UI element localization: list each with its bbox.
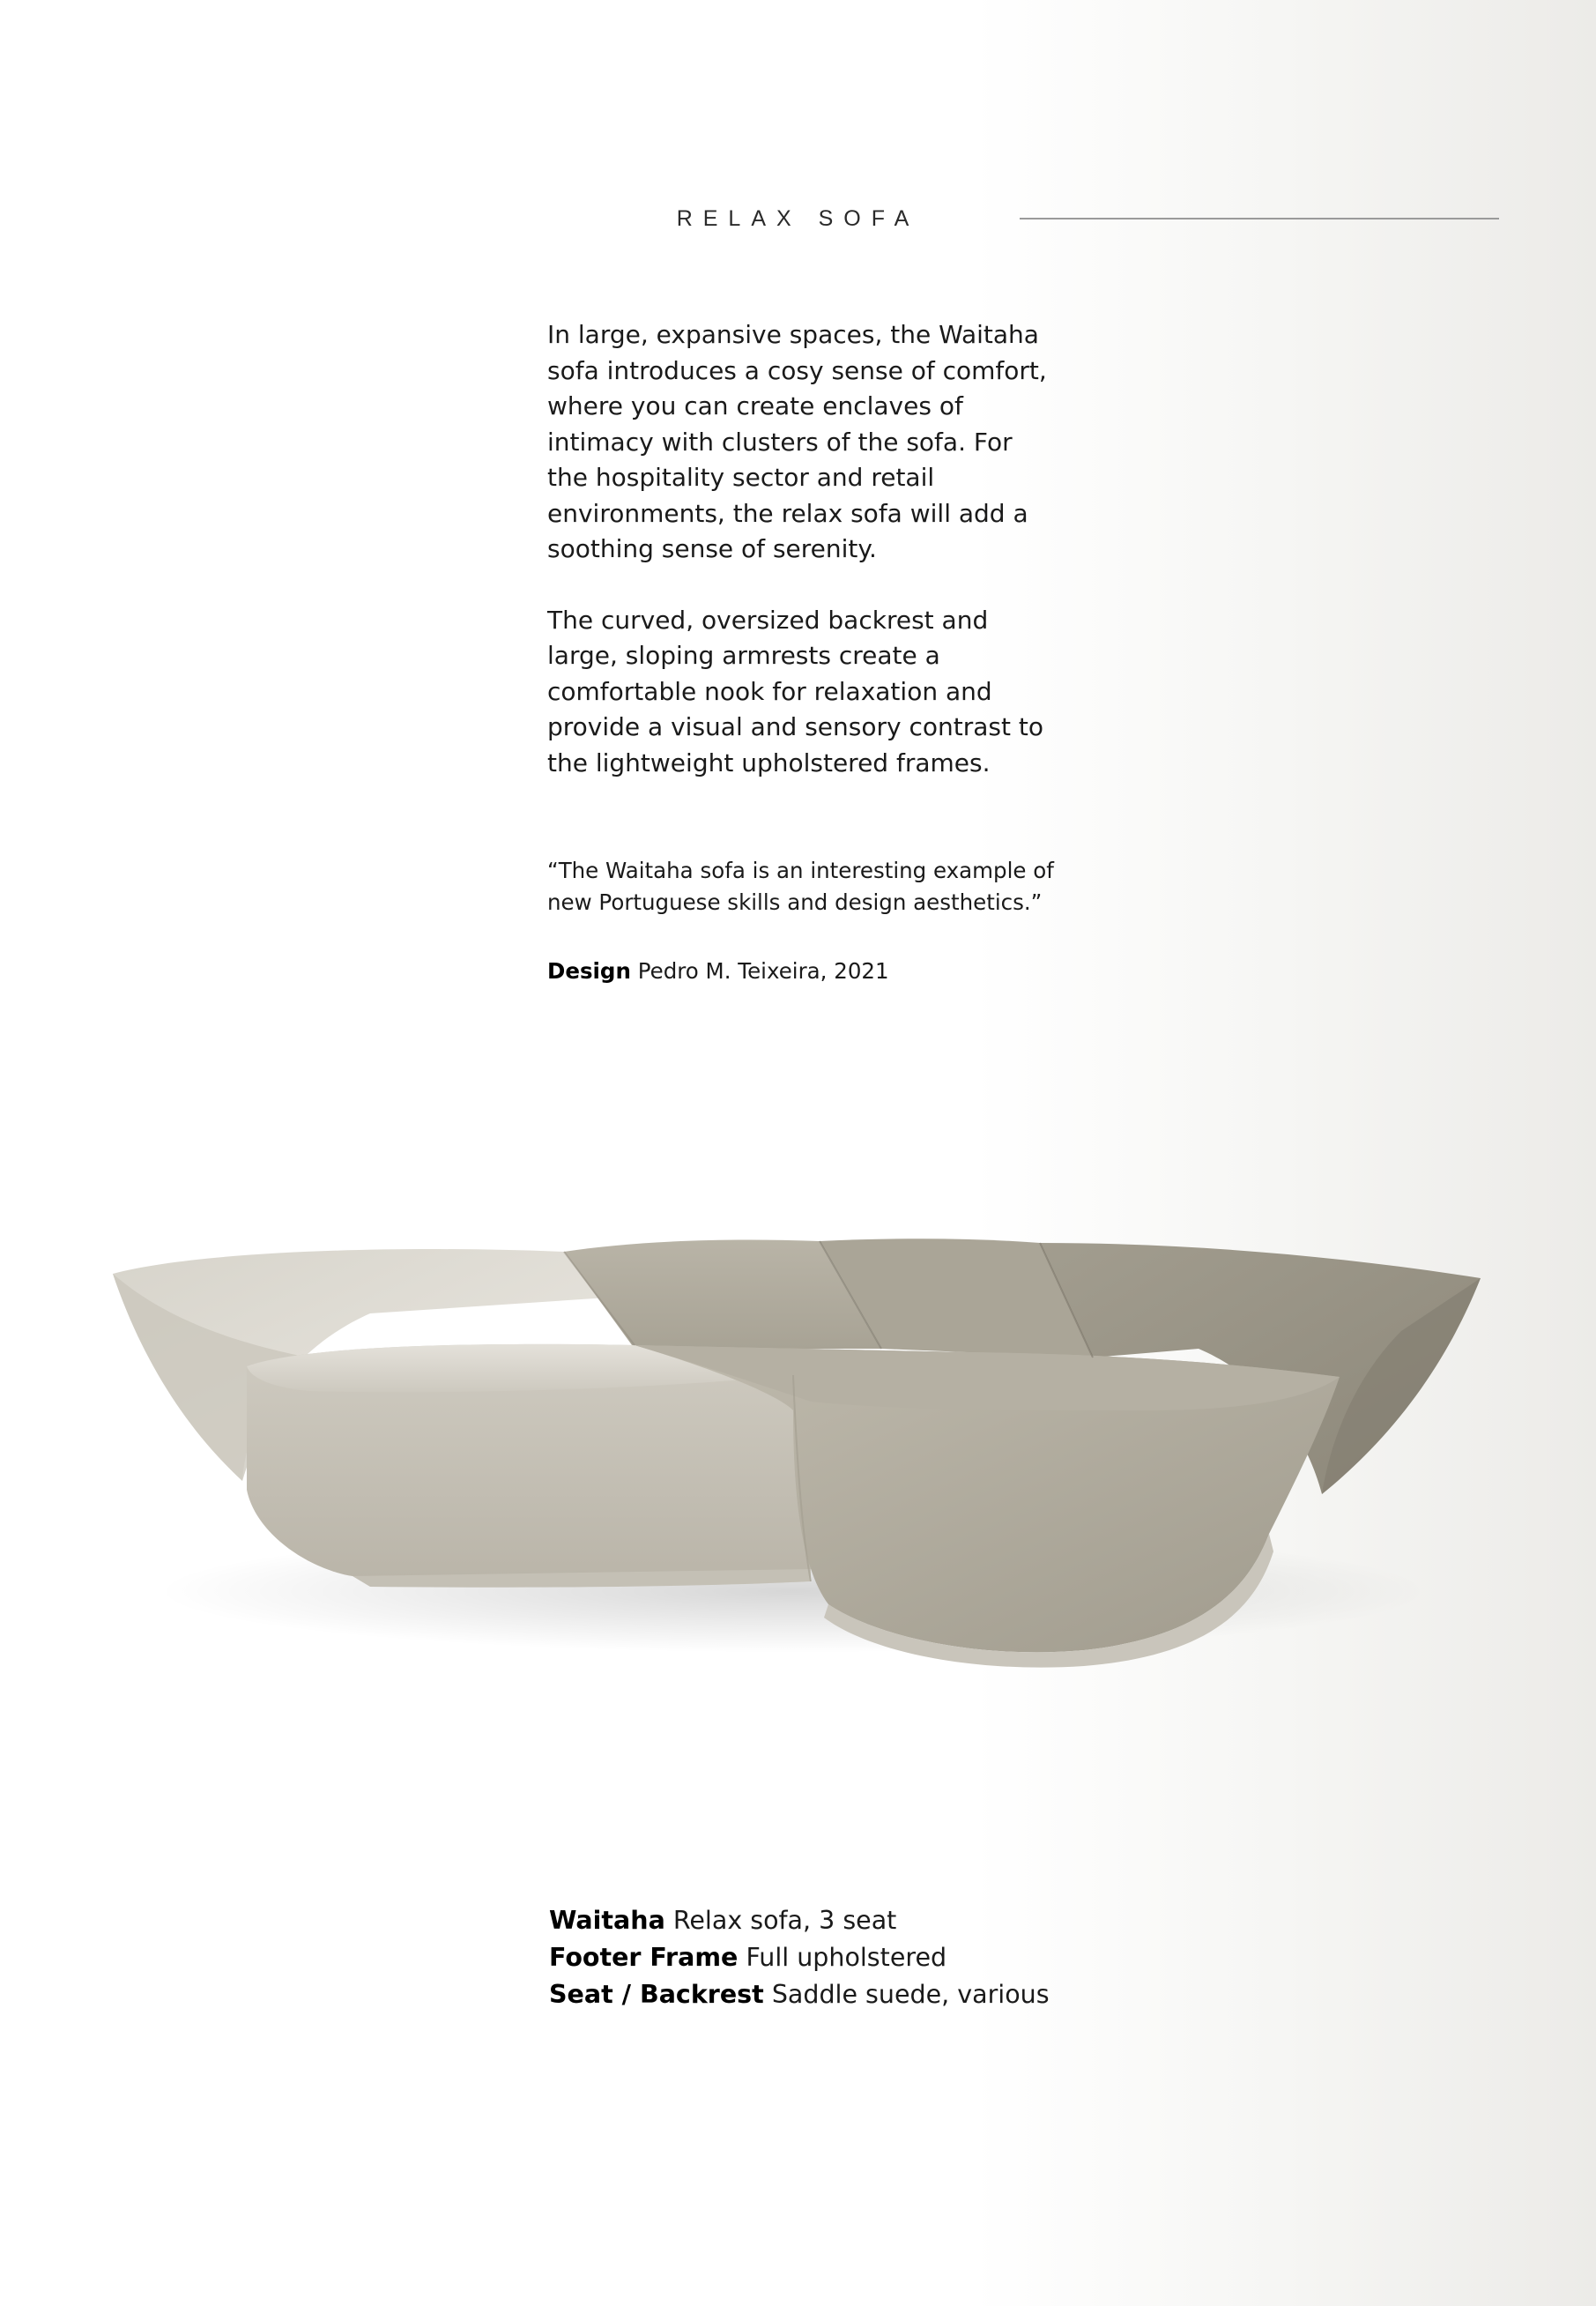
- spec-label: Waitaha: [549, 1906, 665, 1935]
- spec-list: [549, 1902, 1050, 2013]
- spec-row: [549, 1939, 1050, 1976]
- spec-value: Relax sofa, 3 seat: [672, 1906, 897, 1935]
- spec-label: Seat / Backrest: [549, 1980, 764, 2009]
- title-divider: [1020, 218, 1499, 219]
- designer-quote: “The Waitaha sofa is an interesting example of new Portuguese skills and design aesthetics.”: [547, 858, 1054, 915]
- intro-text: [547, 317, 1058, 816]
- spec-label: Footer Frame: [549, 1943, 739, 1972]
- spec-row: [549, 1976, 1050, 2013]
- design-credit: [547, 956, 889, 987]
- page-title: RELAX SOFA: [676, 206, 920, 231]
- spec-row: [549, 1902, 1050, 1939]
- design-credit-label: Design: [547, 958, 631, 984]
- design-credit-value: Pedro M. Teixeira, 2021: [637, 958, 889, 984]
- sofa-image: [88, 1146, 1498, 1710]
- spec-value: Saddle suede, various: [771, 1980, 1050, 2009]
- intro-paragraph: The curved, oversized backrest and large, sloping armrests create a comfortable nook for relaxation and provide a visual and sensory contrast to the lightweight upholstered frames.: [547, 605, 1043, 777]
- spec-value: Full upholstered: [746, 1943, 947, 1972]
- intro-paragraph: In large, expansive spaces, the Waitaha sofa introduces a cosy sense of comfort, where you can create enclaves of intimacy with clusters of the sofa. For the hospitality sector and retail environments, the relax sofa will add a soothing sense of serenity.: [547, 320, 1047, 563]
